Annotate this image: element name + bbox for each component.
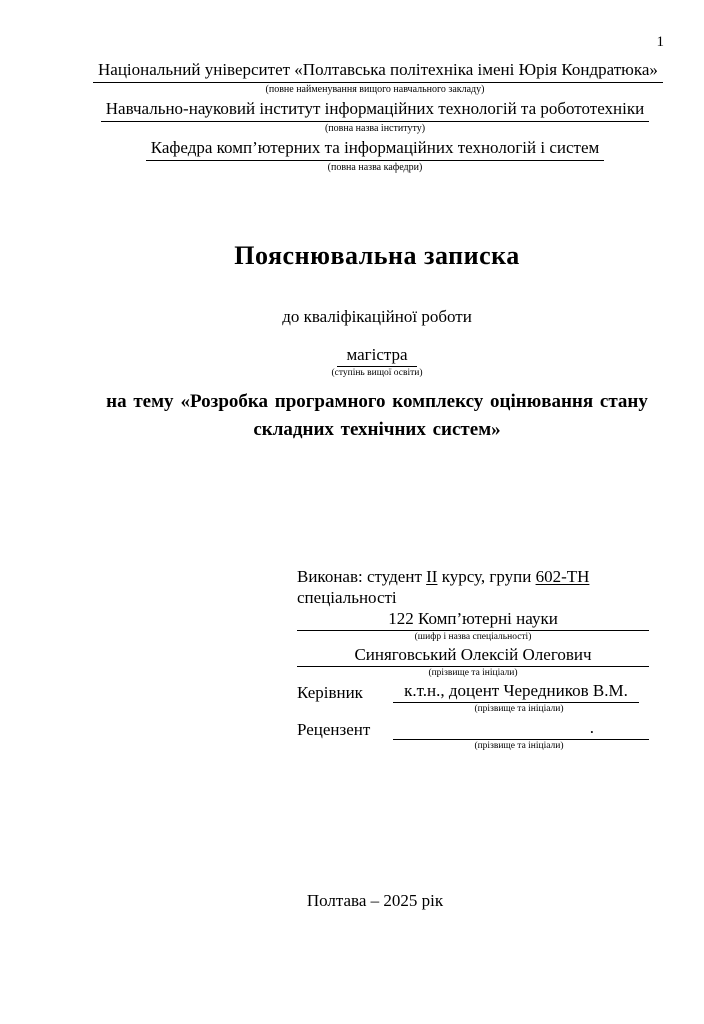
supervisor-value-line: к.т.н., доцент Чередников В.М. — [393, 680, 639, 703]
header-block — [93, 59, 657, 176]
reviewer-caption: (прізвище та ініціали) — [474, 741, 564, 751]
degree-caption: (ступінь вищої освіти) — [331, 368, 423, 378]
student-name-line: Синяговський Олексій Олегович — [297, 644, 649, 667]
department-name-line — [93, 137, 657, 161]
document-title: Пояснювальна записка — [234, 241, 520, 270]
theme-text: «Розробка програмного комплексу оцінювання стану складних технічних систем» — [180, 391, 648, 440]
institute-name-line — [93, 98, 657, 122]
performer-block — [297, 566, 649, 753]
supervisor-label: Керівник — [297, 683, 363, 702]
reviewer-row — [297, 717, 649, 740]
specialty-word: спеціальності — [297, 588, 397, 607]
course-suffix: курсу, групи — [441, 567, 532, 586]
title-block — [75, 241, 679, 444]
reviewer-caption-spacer — [297, 740, 389, 753]
supervisor-row — [297, 680, 649, 703]
degree-line — [75, 345, 679, 367]
institute-name: Навчально-науковий інститут інформаційних технологій та робототехніки — [101, 98, 649, 122]
degree-value: магістра — [337, 345, 416, 367]
supervisor-caption-spacer — [297, 703, 389, 716]
department-name-caption: (повна назва кафедри) — [327, 162, 423, 173]
department-name: Кафедра комп’ютерних та інформаційних технологій і систем — [146, 137, 605, 161]
supervisor-caption-row — [297, 703, 649, 716]
institute-name-caption: (повна назва інституту) — [324, 123, 426, 134]
specialty-caption: (шифр і назва спеціальності) — [414, 632, 532, 642]
specialty-line: 122 Комп’ютерні науки — [297, 608, 649, 631]
theme-prefix: на тему — [106, 391, 174, 412]
footer-city-year: Полтава – 2025 рік — [306, 891, 444, 910]
university-name-line — [93, 59, 657, 83]
executed-prefix: Виконав: студент — [297, 567, 422, 586]
supervisor-caption: (прізвище та ініціали) — [474, 704, 564, 714]
reviewer-label: Рецензент — [297, 720, 371, 739]
group-value: 602-ТН — [535, 567, 590, 586]
executed-line — [297, 566, 649, 587]
student-name-caption: (прізвище та ініціали) — [428, 668, 518, 678]
document-subtitle: до кваліфікаційної роботи — [282, 307, 472, 326]
theme-line — [75, 388, 679, 444]
reviewer-caption-row — [297, 740, 649, 753]
reviewer-value-line: . — [393, 717, 649, 740]
course-value: ІІ — [426, 567, 438, 586]
page-number: 1 — [656, 34, 664, 50]
university-name-caption: (повне найменування вищого навчального закладу) — [265, 84, 485, 95]
university-name: Національний університет «Полтавська політехніка імені Юрія Кондратюка» — [93, 59, 663, 83]
